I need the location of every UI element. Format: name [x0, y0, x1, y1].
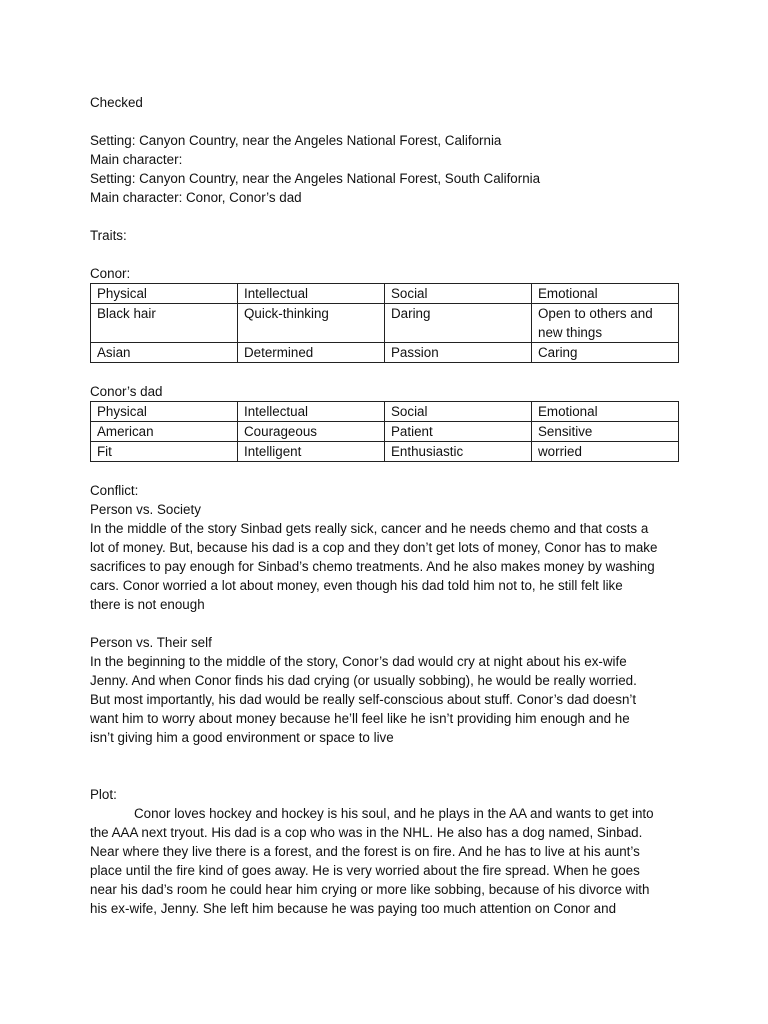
plot-paragraph	[90, 804, 680, 918]
traits-heading: Traits:	[90, 228, 127, 243]
spacer	[90, 766, 680, 785]
table-header-cell: Intellectual	[238, 284, 385, 304]
table-header-row	[91, 284, 679, 304]
table-header-cell: Physical	[91, 284, 238, 304]
table-cell: Intelligent	[238, 442, 385, 462]
paragraph-line: the AAA next tryout. His dad is a cop who was in the NHL. He also has a dog named, Sinbad.	[90, 825, 643, 840]
self-conflict-paragraph	[90, 652, 680, 747]
table-header-cell: Physical	[91, 402, 238, 422]
conor-traits-label: Conor:	[90, 266, 131, 281]
society-conflict-paragraph	[90, 519, 680, 614]
paragraph-line: want him to worry about money because he’ll feel like he isn’t providing him enough and he	[90, 711, 630, 726]
conor-traits-table	[90, 283, 679, 363]
table-cell: Patient	[385, 422, 532, 442]
conflict-heading: Conflict:	[90, 483, 139, 498]
paragraph-line: lot of money. But, because his dad is a cop and they don’t get lots of money, Conor has to make	[90, 540, 658, 555]
table-cell: Quick-thinking	[238, 304, 385, 343]
table-header-cell: Social	[385, 284, 532, 304]
table-cell: worried	[532, 442, 679, 462]
paragraph-line: sacrifices to pay enough for Sinbad’s chemo treatments. And he also makes money by washing	[90, 559, 655, 574]
paragraph-line: place until the fire kind of goes away. He is very worried about the fire spread. When he goes	[90, 863, 640, 878]
main-character-line-2: Main character: Conor, Conor’s dad	[90, 190, 302, 205]
table-cell: Courageous	[238, 422, 385, 442]
table-header-cell: Emotional	[532, 284, 679, 304]
table-cell: Fit	[91, 442, 238, 462]
table-row	[91, 442, 679, 462]
checked-label: Checked	[90, 95, 143, 110]
paragraph-line: Near where they live there is a forest, and the forest is on fire. And he has to live at his aunt’s	[90, 844, 640, 859]
spacer	[90, 207, 680, 226]
table-cell: Asian	[91, 343, 238, 363]
dad-traits-label: Conor’s dad	[90, 384, 163, 399]
main-character-line-1: Main character:	[90, 152, 183, 167]
table-cell: Sensitive	[532, 422, 679, 442]
paragraph-line: isn’t giving him a good environment or space to live	[90, 730, 394, 745]
table-row	[91, 422, 679, 442]
paragraph-line: Conor loves hockey and hockey is his soul, and he plays in the AA and wants to get into	[134, 806, 654, 821]
table-cell: Open to others and new things	[532, 304, 679, 343]
society-conflict-title: Person vs. Society	[90, 502, 201, 517]
plot-heading: Plot:	[90, 787, 117, 802]
setting-line-2: Setting: Canyon Country, near the Angeles National Forest, South California	[90, 171, 541, 186]
document-page	[90, 93, 680, 918]
table-cell: American	[91, 422, 238, 442]
table-header-cell: Emotional	[532, 402, 679, 422]
table-header-row	[91, 402, 679, 422]
table-cell: Determined	[238, 343, 385, 363]
paragraph-line: his ex-wife, Jenny. She left him because he was paying too much attention on Conor and	[90, 901, 617, 916]
table-cell: Daring	[385, 304, 532, 343]
table-header-cell: Intellectual	[238, 402, 385, 422]
paragraph-line: In the middle of the story Sinbad gets really sick, cancer and he needs chemo and that costs a	[90, 521, 649, 536]
dad-traits-table	[90, 401, 679, 462]
table-row	[91, 343, 679, 363]
table-row	[91, 304, 679, 343]
table-cell: Passion	[385, 343, 532, 363]
spacer	[90, 462, 680, 481]
spacer	[90, 747, 680, 766]
spacer	[90, 363, 680, 382]
spacer	[90, 245, 680, 264]
table-cell: Caring	[532, 343, 679, 363]
paragraph-line: cars. Conor worried a lot about money, even though his dad told him not to, he still felt like	[90, 578, 623, 593]
paragraph-line: In the beginning to the middle of the story, Conor’s dad would cry at night about his ex-wife	[90, 654, 627, 669]
spacer	[90, 112, 680, 131]
setting-line-1: Setting: Canyon Country, near the Angeles National Forest, California	[90, 133, 502, 148]
table-cell: Black hair	[91, 304, 238, 343]
paragraph-line: Jenny. And when Conor finds his dad crying (or usually sobbing), he would be really worried.	[90, 673, 637, 688]
paragraph-line: But most importantly, his dad would be really self-conscious about stuff. Conor’s dad doesn’t	[90, 692, 637, 707]
paragraph-line: near his dad’s room he could hear him crying or more like sobbing, because of his divorce with	[90, 882, 650, 897]
self-conflict-title: Person vs. Their self	[90, 635, 212, 650]
paragraph-line: there is not enough	[90, 597, 205, 612]
table-cell: Enthusiastic	[385, 442, 532, 462]
table-header-cell: Social	[385, 402, 532, 422]
spacer	[90, 614, 680, 633]
